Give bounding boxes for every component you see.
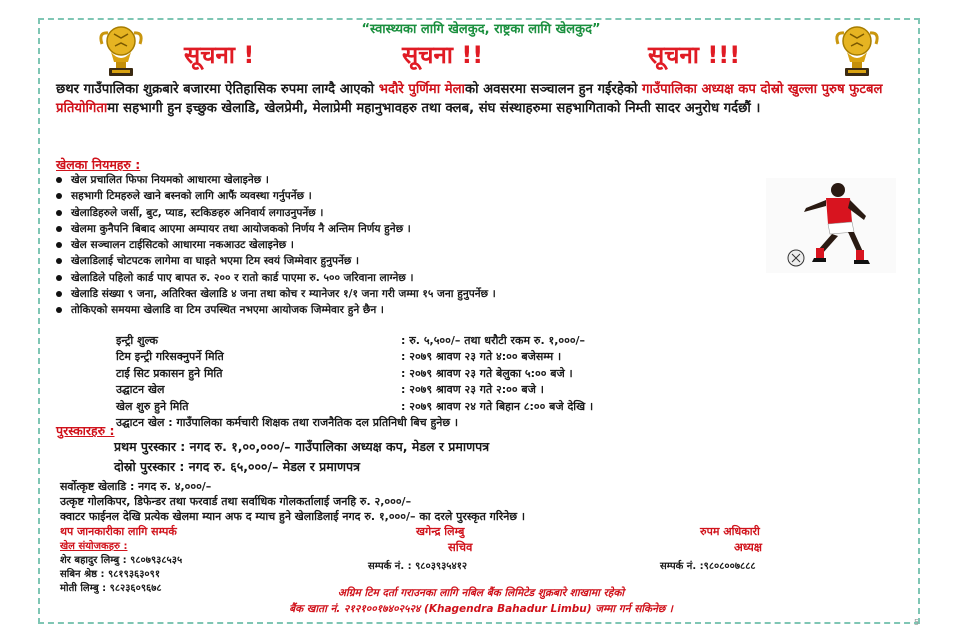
rule-text: खेलाडिले पहिलो कार्ड पाए बापत रु. २०० र रातो कार्ड पाएमा रु. ५०० जरिवाना लाग्नेछ । xyxy=(71,271,414,284)
bullet-icon xyxy=(56,226,62,232)
opening-match: उद्घाटन खेल : गाउँपालिका कर्मचारी शिक्षक तथा राजनैतिक दल प्रतिनिधी बिच हुनेछ । xyxy=(116,415,459,429)
intro-text-2: को अवसरमा सञ्चालन हुन गईरहेको xyxy=(464,82,643,97)
rule-text: खेलाडिहरुले जर्सी, बुट, प्याड, स्टकिङहरु अनिवार्य लगाउनुपर्नेछ । xyxy=(71,206,324,219)
bullet-icon xyxy=(56,275,62,281)
best-player-prize: सर्वोत्कृष्ट खेलाडि : नगद रु. ४,०००/– xyxy=(60,480,212,493)
bullet-icon xyxy=(56,242,62,248)
tournament-name: गाउँपालिका अध्यक्ष कप दोस्रो खुल्ला पुरुष फुटबल प्रतियोगिता xyxy=(56,82,883,116)
contact-title: थप जानकारीका लागि सम्पर्क xyxy=(60,525,177,538)
rule-item xyxy=(56,172,496,188)
coordinators-title: खेल संयोजकहरु : xyxy=(60,541,128,552)
schedule-table xyxy=(116,333,593,431)
bank-note-line2: बैंक खाता नं. २१२१००१७४०२५२४ (Khagendra Bahadur Limbu) जम्मा गर्न सकिनेछ । xyxy=(289,603,673,615)
secretary-role: सचिव xyxy=(448,540,473,554)
first-prize: प्रथम पुरस्कार : नगद रु. १,००,०००/– गाउँपालिका अध्यक्ष कप, मेडल र प्रमाणपत्र xyxy=(114,439,490,454)
rules-list xyxy=(56,172,496,319)
second-prize: दोस्रो पुरस्कार : नगद रु. ६५,०००/– मेडल र प्रमाणपत्र xyxy=(114,459,361,474)
man-of-match-award: क्वाटर फाईनल देखि प्रत्येक खेलमा म्यान अफ द म्याच हुने खेलाडिलाई नगद रु. १,०००/– का दरले पुरस्कृत गरिनेछ । xyxy=(60,510,526,523)
rule-item xyxy=(56,221,496,237)
notice-heading-2: सूचना !! xyxy=(402,41,484,69)
bullet-icon xyxy=(56,210,62,216)
intro-paragraph xyxy=(56,80,914,118)
rule-item xyxy=(56,237,496,253)
schedule-value: : २०७९ श्रावण २३ गते २:०० बजे । xyxy=(401,383,544,397)
intro-text-1: छथर गाउँपालिका शुक्रबारे बजारमा ऐतिहासिक रुपमा लाग्दै आएको xyxy=(56,82,379,97)
schedule-label: उद्घाटन खेल xyxy=(116,383,165,397)
schedule-label: खेल शुरु हुने मिति xyxy=(116,399,189,413)
bank-note-line1: अग्रिम टिम दर्ता गराउनका लागि नबिल बैंक लिमिटेड शुक्रबारे शाखामा रहेको xyxy=(337,587,625,599)
schedule-value: : २०७९ श्रावण २३ गते ४:०० बजेसम्म । xyxy=(401,350,562,364)
bullet-icon xyxy=(56,177,62,183)
schedule-row xyxy=(116,349,593,365)
schedule-value: : २०७९ श्रावण २३ गते बेलुका ५:०० बजे । xyxy=(401,366,573,380)
trophy-icon xyxy=(92,24,150,82)
rule-text: खेलमा कुनैपनि बिबाद आएमा अम्पायर तथा आयोजकको निर्णय नै अन्तिम निर्णय हुनेछ । xyxy=(71,222,411,235)
secretary-phone: सम्पर्क नं. : ९८०३९३५४१२ xyxy=(368,561,468,572)
notice-heading-3: सूचना !!! xyxy=(648,41,741,69)
fair-name: भदौरे पुर्णिमा मेला xyxy=(378,82,465,97)
chairperson-phone: सम्पर्क नं. :९८०८००७८८८ xyxy=(660,561,756,572)
coordinator-entry: शेर बहादुर लिम्बु : ९८०७९३८५३५ xyxy=(60,555,183,566)
schedule-label: टिम इन्ट्री गरिसक्नुपर्ने मिति xyxy=(116,350,224,364)
rule-item xyxy=(56,188,496,204)
intro-text-3: मा सहभागी हुन इच्छुक खेलाडि, खेलप्रेमी, मेलाप्रेमी महानुभावहरु तथा क्लब, संघ संस्थाहरुमा सहभागिताको निम्ती सादर अनुरोध गर्दछौं । xyxy=(107,101,761,116)
rules-title: खेलका नियमहरु : xyxy=(56,157,141,172)
bullet-icon xyxy=(56,258,62,264)
bullet-icon xyxy=(56,307,62,313)
schedule-label: टाई सिट प्रकासन हुने मिति xyxy=(116,366,223,380)
coordinator-entry: मोती लिम्बु : ९८२३६०९६७८ xyxy=(60,583,162,594)
coordinator-entry: सबिन श्रेष्ठ : ९८१९३६३०९१ xyxy=(60,569,161,580)
chairperson-name: रुपम अधिकारी xyxy=(700,525,760,538)
rule-item xyxy=(56,286,496,302)
rule-item xyxy=(56,205,496,221)
page-marker: 5 xyxy=(914,618,920,627)
notice-heading-1: सूचना ! xyxy=(184,41,255,69)
rule-item xyxy=(56,253,496,269)
chairperson-role: अध्यक्ष xyxy=(734,540,763,554)
schedule-row xyxy=(116,366,593,382)
football-player-icon xyxy=(766,178,896,273)
rule-text: खेल सञ्चालन टाईसिटको आधारमा नकआउट खेलाइनेछ । xyxy=(71,239,294,252)
rule-text: सहभागी टिमहरुले खाने बस्नको लागि आफैं व्यवस्था गर्नुपर्नेछ । xyxy=(71,190,312,203)
schedule-label: इन्ट्री शुल्क xyxy=(116,334,158,347)
schedule-row xyxy=(116,399,593,415)
schedule-value: : रु. ५,५००/– तथा धरौटी रकम रु. १,०००/– xyxy=(401,334,586,347)
schedule-row xyxy=(116,382,593,398)
rule-text: खेल प्रचालित फिफा नियमको आधारमा खेलाइनेछ । xyxy=(71,174,269,186)
bullet-icon xyxy=(56,193,62,199)
notice-poster xyxy=(38,18,920,627)
rule-text: खेलाडि संख्या ९ जना, अतिरिक्त खेलाडि ४ जना तथा कोच र म्यानेजर १/१ जना गरी जम्मा १५ जना हुनुपर्नेछ । xyxy=(71,288,496,301)
slogan: “स्वास्थ्यका लागि खेलकुद, राष्ट्रका लागि खेलकुद” xyxy=(361,22,601,37)
schedule-row xyxy=(116,333,593,349)
rule-text: खेलाडिलाई चोटपटक लागेमा वा घाइते भएमा टिम स्वयं जिम्मेवार हुनुपर्नेछ । xyxy=(71,255,360,268)
trophy-icon xyxy=(828,24,886,82)
bullet-icon xyxy=(56,291,62,297)
prizes-title: पुरस्कारहरु : xyxy=(56,423,115,438)
individual-awards: उत्कृष्ट गोलकिपर, डिफेन्डर तथा फरवार्ड तथा सर्वाधिक गोलकर्तालाई जनहि रु. २,०००/– xyxy=(60,495,412,508)
secretary-name: खगेन्द्र लिम्बु xyxy=(416,525,465,538)
rule-text: तोकिएको समयमा खेलाडि वा टिम उपस्थित नभएमा आयोजक जिम्मेवार हुने छैन । xyxy=(71,304,384,317)
rule-item xyxy=(56,302,496,318)
schedule-value: : २०७९ श्रावण २४ गते बिहान ८:०० बजे देखि । xyxy=(401,399,594,413)
rule-item xyxy=(56,270,496,286)
